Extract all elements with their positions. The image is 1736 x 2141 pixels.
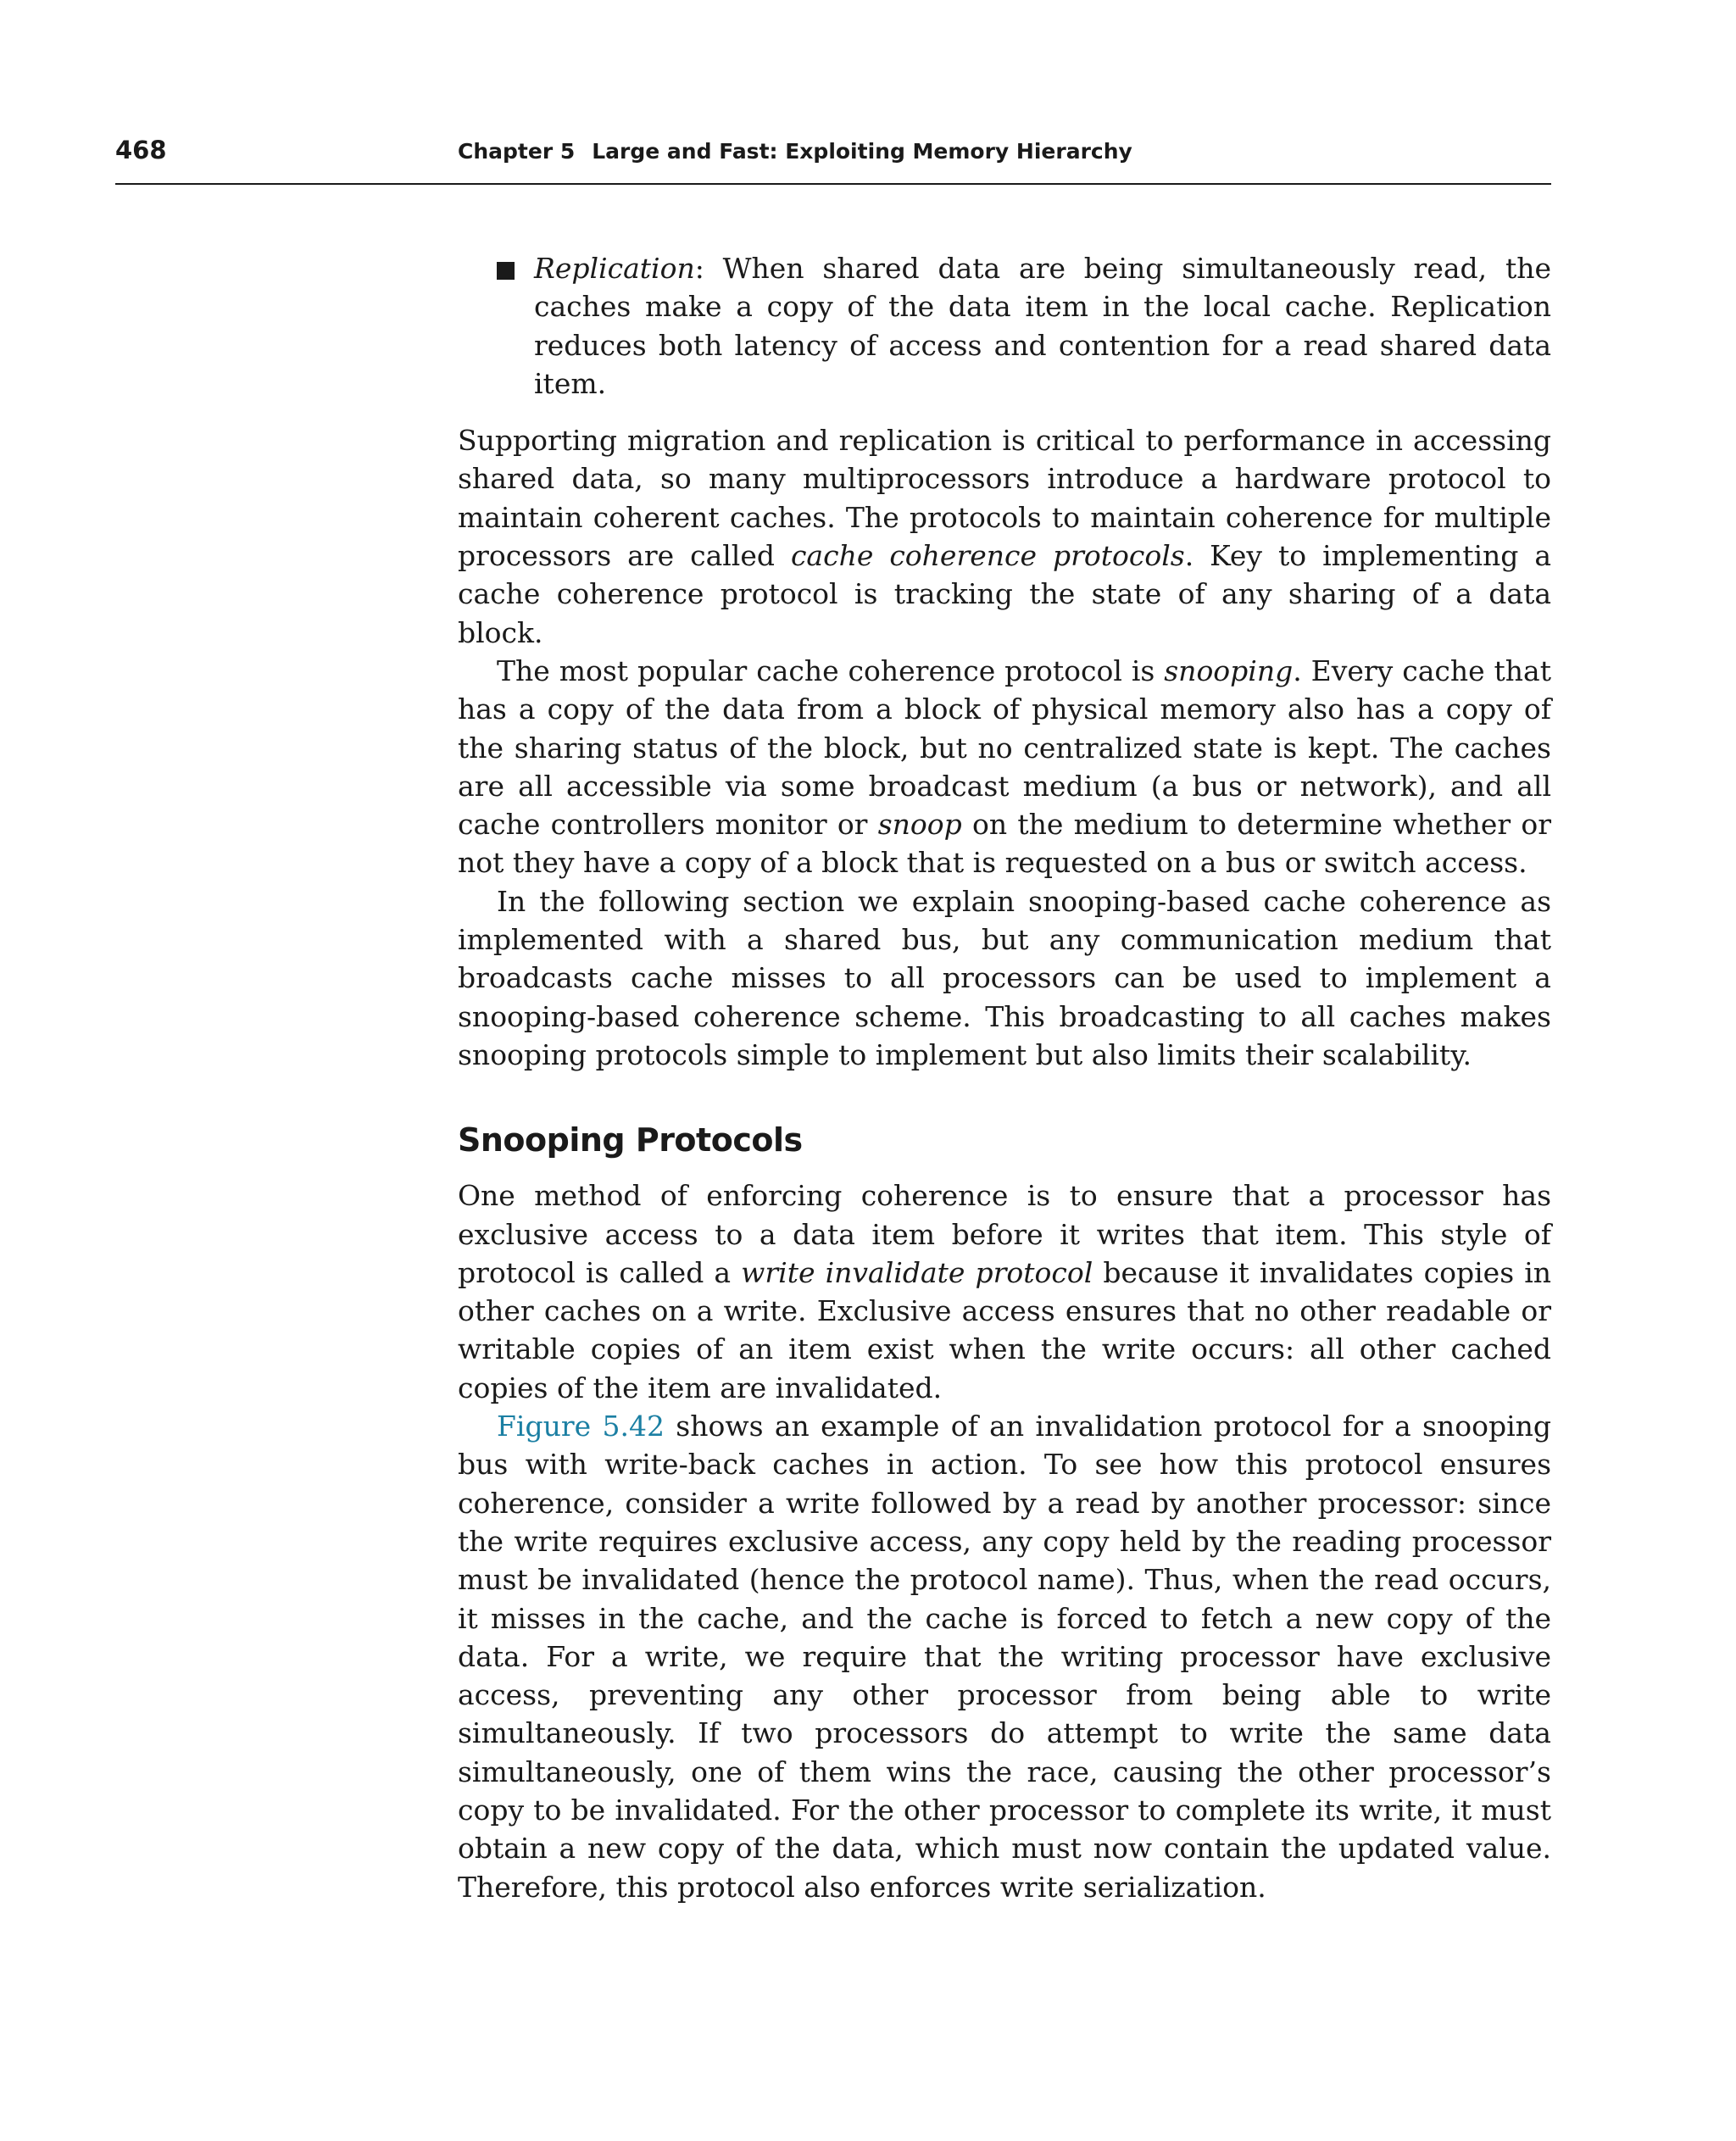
square-bullet-icon bbox=[497, 262, 515, 280]
paragraph-text: One method of enforcing coherence is to ensure that a processor has exclusive access to a data item before it writes that item. This style of protocol is called a bbox=[458, 1179, 1551, 1289]
body-text bbox=[458, 249, 1551, 1906]
paragraph-text: shows an example of an invalidation protocol for a snooping bus with write-back caches in action. To see how this protocol ensures coherence, consider a write followed by a read by another processor: since the write requires exclusive access, any copy held by the reading processor must be invalidated (hence the protocol name). Thus, when the read occurs, it misses in the cache, and the cache is forced to fetch a new copy of the data. For a write, we require that the writing processor have exclusive access, preventing any other processor from being able to write simultaneously. If two processors do attempt to write the same data simultaneously, one of them wins the race, causing the other processor’s copy to be invalidated. For the other processor to complete its write, it must obtain a new copy of the data, which must now contain the updated value. Therefore, this protocol also enforces write serialization. bbox=[458, 1410, 1552, 1904]
paragraph-text: . Every cache that has a copy of the data from a block of physical memory also has a copy of the sharing status of the block, but no centralized state is kept. The caches are all accessible via some broadcast medium (a bus or network), and all cache controllers monitor or bbox=[458, 653, 1551, 842]
paragraph-text: Supporting migration and replication is critical to performance in accessing shared data, so many multiprocessors introduce a hardware protocol to maintain coherent caches. The protocols to maintain coherence for multiple processors are called bbox=[458, 424, 1551, 573]
term-write-invalidate-protocol: write invalidate protocol bbox=[741, 1255, 1093, 1289]
bullet-item-replication bbox=[458, 249, 1551, 403]
term-snoop: snoop bbox=[877, 808, 962, 842]
paragraph-write-invalidate bbox=[458, 1176, 1551, 1407]
paragraph-coherence-protocols bbox=[458, 421, 1551, 652]
chapter-label: Chapter 5 bbox=[458, 139, 576, 164]
bullet-term: Replication bbox=[534, 252, 695, 285]
term-cache-coherence-protocols: cache coherence protocols bbox=[790, 539, 1185, 573]
chapter-title: Large and Fast: Exploiting Memory Hierarchy bbox=[592, 139, 1132, 164]
paragraph-figure-example bbox=[458, 1407, 1551, 1906]
running-head bbox=[458, 139, 1132, 164]
paragraph-text: The most popular cache coherence protocol is bbox=[497, 653, 1165, 687]
paragraph-text: on the medium to determine whether or not they have a copy of a block that is requested on a bus or switch access. bbox=[458, 808, 1551, 880]
paragraph-snooping bbox=[458, 652, 1551, 882]
bullet-text: : When shared data are being simultaneously read, the caches make a copy of the data item in the local cache. Replication reduces both latency of access and contention for a read shared data item. bbox=[534, 252, 1551, 400]
term-snooping: snooping bbox=[1164, 653, 1294, 687]
page-header bbox=[115, 132, 1551, 185]
figure-reference-link[interactable]: Figure 5.42 bbox=[497, 1410, 665, 1443]
paragraph-text: . Key to implementing a cache coherence protocol is tracking the state of any sharing of a data block. bbox=[458, 539, 1552, 649]
paragraph-text: because it invalidates copies in other caches on a write. Exclusive access ensures that no other readable or writable copies of an item exist when the write occurs: all other cached copies of the item are invalidated. bbox=[458, 1255, 1552, 1404]
section-heading: Snooping Protocols bbox=[458, 1121, 803, 1159]
page-number: 468 bbox=[115, 136, 167, 164]
paragraph-following-section: In the following section we explain snooping-based cache coherence as implemented with a shared bus, but any communication medium that broadcasts cache misses to all processors can be used to implement a snooping-based coherence scheme. This broadcasting to all caches makes snooping protocols simple to implement but also limits their scalability. bbox=[458, 884, 1551, 1071]
